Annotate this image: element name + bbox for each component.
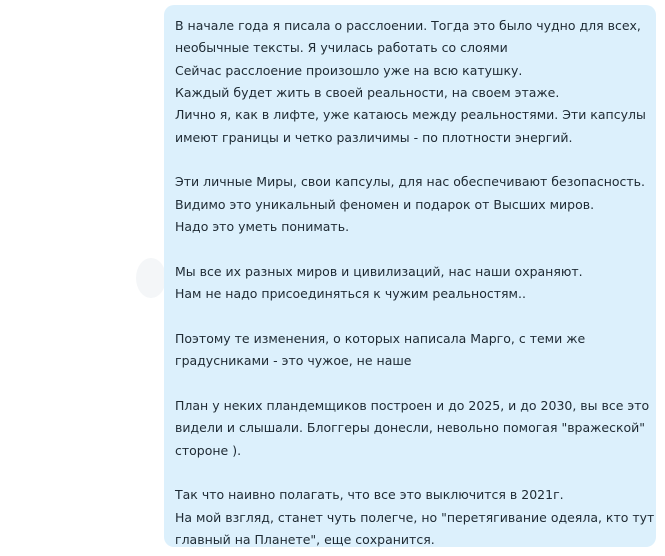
message-paragraph-2	[175, 171, 646, 238]
message-line: План у неких пландемщиков построен и до 2025, и до 2030, вы все это	[175, 397, 650, 413]
message-line: Так что наивно полагать, что все это выключится в 2021г.	[175, 487, 564, 503]
message-paragraph-6	[175, 484, 655, 551]
message-line: Мы все их разных миров и цивилизаций, нас наши охраняют.	[175, 263, 583, 279]
message-line: стороне ).	[175, 442, 242, 458]
message-line: имеют границы и четко различимы - по плотности энергий.	[175, 129, 573, 145]
message-line: главный на Планете", еще сохранится.	[175, 531, 435, 547]
message-line: Нам не надо присоединяться к чужим реальностям..	[175, 286, 526, 302]
message-line: Сейчас расслоение произошло уже на всю катушку.	[175, 62, 523, 78]
message-paragraph-3	[175, 261, 646, 306]
message-paragraph-1	[175, 15, 646, 149]
message-line: Поэтому те изменения, о которых написала Марго, с теми же	[175, 330, 586, 346]
message-line: В начале года я писала о расслоении. Тогда это было чудно для всех,	[175, 18, 641, 33]
avatar-placeholder	[136, 258, 166, 298]
message-line: видели и слышали. Блоггеры донесли, невольно помогая "вражеской"	[175, 420, 646, 436]
message-line: необычные тексты. Я училась работать со слоями	[175, 40, 508, 56]
message-line: Видимо это уникальный феномен и подарок от Высших миров.	[175, 196, 595, 212]
message-line: На мой взгляд, станет чуть полегче, но "перетягивание одеяла, кто тут	[175, 509, 655, 525]
message-line: Надо это уметь понимать.	[175, 219, 350, 235]
message-paragraph-4	[175, 328, 646, 373]
message-line: градусниками - это чужое, не наше	[175, 353, 412, 369]
message-bubble[interactable]	[164, 5, 656, 547]
message-paragraph-5	[175, 395, 650, 462]
message-line: Эти личные Миры, свои капсулы, для нас обеспечивают безопасность.	[175, 174, 646, 190]
message-line: Лично я, как в лифте, уже катаюсь между реальностями. Эти капсулы	[175, 107, 646, 123]
message-line: Каждый будет жить в своей реальности, на своем этаже.	[175, 85, 560, 101]
